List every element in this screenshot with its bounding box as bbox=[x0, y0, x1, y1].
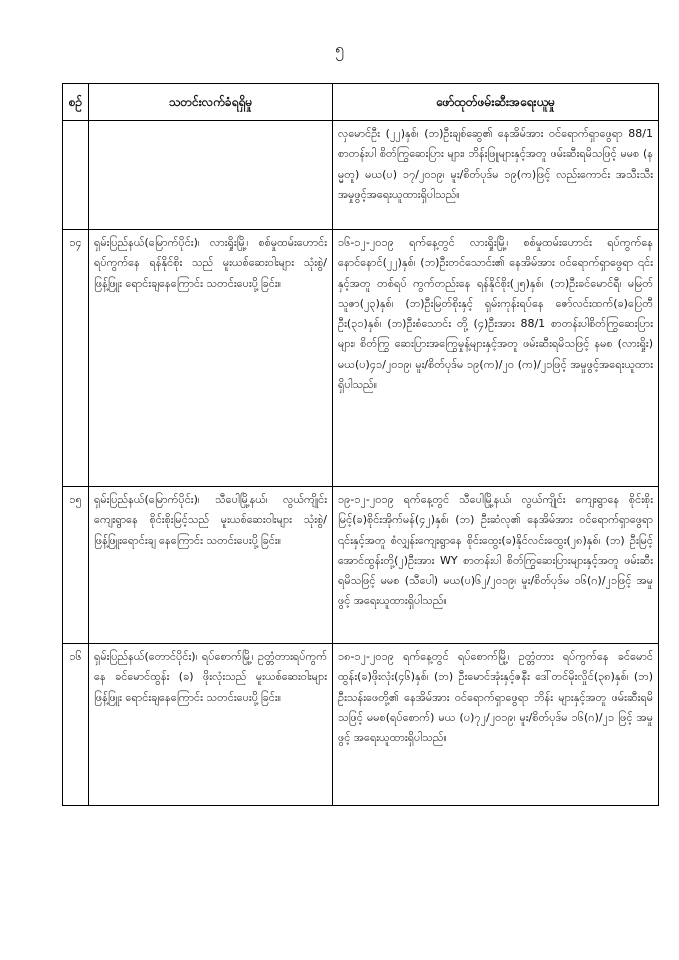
drug-cases-table bbox=[62, 83, 659, 806]
table-row bbox=[63, 487, 659, 644]
row-information: ရှမ်းပြည်နယ်(မြောက်ပိုင်း)၊ လားရှိုးမြို့၊ စစ်မှုထမ်းဟောင်းရပ်ကွက်နေ ရန်နိုင်စိုး သည် မူးယစ်ဆေးဝါးများ သုံးစွဲ/ဖြန့်ဖြူး ရောင်းချနေကြောင်း သတင်းပေးပို့ခြင်း။ bbox=[89, 230, 333, 487]
table-header-row bbox=[63, 84, 659, 121]
row-serial-no bbox=[63, 121, 89, 230]
row-action: ၁၆-၁၂-၂၀၁၉ ရက်နေ့တွင် လားရှိုးမြို့၊ စစ်မှုထမ်းဟောင်း ရပ်ကွက်နေ နောင်နောင်(၂၂)နှစ်၊ (ဘ)ဦးတင်သောင်း၏ နေအိမ်အား ဝင်ရောက်ရှာဖွေရာ ၎င်းနှင့်အတူ တစ်ရပ် ကွက်တည်းနေ ရန်နိုင်စိုး(၂၅)နှစ်၊ (ဘ)ဦးခင်မောင်ရီ၊ မမြတ်သူဇာ(၂၃)နှစ်၊ (ဘ)ဦးမြတ်စိုးနှင့် ရှမ်းကုန်းရပ်နေ ဇော်လင်းထက်(ခ)ပြေတီဦး(၃၁)နှစ်၊ (ဘ)ဦးစံသောင်း တို့ (၄)ဦးအား 88/1 စာတန်းပါစိတ်ကြွဆေးပြားများ၊ စိတ်ကြွ ဆေးပြားအကြွေမှုန့်များနှင့်အတူ ဖမ်းဆီးရမိသဖြင့် နမစ (လားရှိုး) မယ(ပ)၄၁/၂၀၁၉၊ မူး/စိတ်ပုဒ်မ ၁၉(က)/၂၀ (က)/၂၁ဖြင့် အမှုဖွင့်အရေးယူထားရှိပါသည်။ bbox=[333, 230, 659, 487]
row-serial-no: ၁၅ bbox=[63, 487, 89, 644]
header-information-received: သတင်းလက်ခံရရှိမှု bbox=[89, 84, 333, 121]
table-row bbox=[63, 121, 659, 230]
row-serial-no: ၁၄ bbox=[63, 230, 89, 487]
table-row bbox=[63, 230, 659, 487]
row-action: ၁၈-၁၂-၂၀၁၉ ရက်နေ့တွင် ရပ်စောက်မြို့၊ ဥတ္တံတား ရပ်ကွက်နေ ခင်မောင်ထွန်း(ခ)ဖိုးလုံး(၄၆)နှစ်၊ (ဘ) ဦးမောင်အုံးနှင့်ဇနီး ဒေါ်တင်မိုးလှိုင်(၃၈)နှစ်၊ (ဘ) ဦးသန်းဖေတို့၏ နေအိမ်အား ဝင်ရောက်ရှာဖွေရာ ဘိန်း များနှင့်အတူ ဖမ်းဆီးရမိသဖြင့် မမစ(ရပ်စောက်) မယ (ပ)၇၂/၂၀၁၉၊ မူး/စိတ်ပုဒ်မ ၁၆(ဂ)/၂၁ ဖြင့် အမှုဖွင့် အရေးယူထားရှိပါသည်။ bbox=[333, 644, 659, 806]
row-information bbox=[89, 121, 333, 230]
row-action: လှမောင်ဦး (၂၂)နှစ်၊ (ဘ)ဦးချစ်ဆွေ၏ နေအိမ်အား ဝင်ရောက်ရှာဖွေရာ 88/1 စာတန်းပါ စိတ်ကြွဆေးပြား များ၊ ဘိန်းဖြူများနှင့်အတူ ဖမ်းဆီးရမိသဖြင့် မမစ (နမ္မတူ) မယ(ပ) ၁၇/၂၀၁၉၊ မူး/စိတ်ပုဒ်မ ၁၉(က)ဖြင့် လည်းကောင်း အသီးသီးအမှုဖွင့်အရေးယူထားရှိပါသည်။ bbox=[333, 121, 659, 230]
row-action: ၁၉-၁၂-၂၀၁၉ ရက်နေ့တွင် သီပေါမြို့နယ်၊ လွယ်ကျိုင်း ကျေးရွာနေ စိုင်းစိုးမြင့်(ခ)စိုင်းအိုက်မန်(၄၂)နှစ်၊ (ဘ) ဦးဆံလု၏ နေအိမ်အား ဝင်ရောက်ရှာဖွေရာ ၎င်းနှင့်အတူ စံလျှန်းကျေးရွာနေ စိုင်းထွေး(ခ)နိုင်လင်းထွေး(၂၈)နှစ်၊ (ဘ) ဦးမြင့်အောင်ထွန်းတို့(၂)ဦးအား WY စာတန်းပါ စိတ်ကြွဆေးပြားများနှင့်အတူ ဖမ်းဆီးရမိသဖြင့် မမစ (သီပေါ) မယ(ပ)၆၂/၂၀၁၉၊ မူး/စိတ်ပုဒ်မ ၁၆(ဂ)/၂၁ဖြင့် အမှုဖွင့် အရေးယူထားရှိပါသည်။ bbox=[333, 487, 659, 644]
table-row bbox=[63, 644, 659, 806]
row-serial-no: ၁၆ bbox=[63, 644, 89, 806]
header-serial-no: စဉ် bbox=[63, 84, 89, 121]
row-information: ရှမ်းပြည်နယ်(တောင်ပိုင်း)၊ ရပ်စောက်မြို့၊ ဥတ္တံတားရပ်ကွက်နေ ခင်မောင်ထွန်း (ခ) ဖိုးလုံးသည် မူးယစ်ဆေးဝါးများ ဖြန့်ဖြူး ရောင်းချနေကြောင်း သတင်းပေးပို့ခြင်း။ bbox=[89, 644, 333, 806]
header-arrest-action: ဖော်ထုတ်ဖမ်းဆီးအရေးယူမှု bbox=[333, 84, 659, 121]
page-number: ၅ bbox=[335, 39, 344, 58]
row-information: ရှမ်းပြည်နယ်(မြောက်ပိုင်း)၊ သီပေါမြို့နယ်၊ လွယ်ကျိုင်းကျေးရွာနေ စိုင်းစိုးမြင့်သည် မူးယစ်ဆေးဝါးများ သုံးစွဲ/ဖြန့်ဖြူးရောင်းချ နေကြောင်း သတင်းပေးပို့ခြင်း။ bbox=[89, 487, 333, 644]
